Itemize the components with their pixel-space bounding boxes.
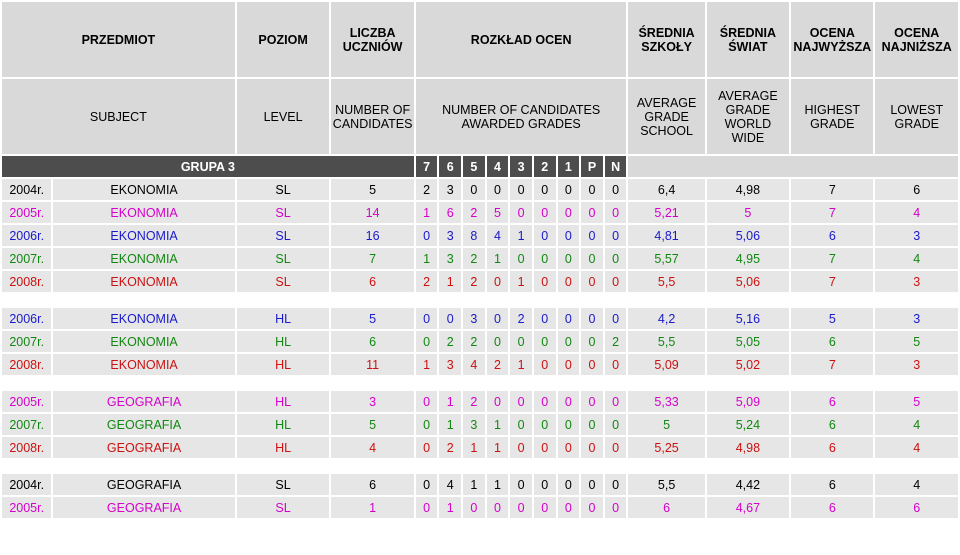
section-spacer xyxy=(2,460,958,472)
grade-count-cell: 0 xyxy=(487,391,509,412)
year-cell: 2007r. xyxy=(2,331,51,352)
level-cell: SL xyxy=(237,202,330,223)
subject-cell: EKONOMIA xyxy=(53,225,234,246)
grade-col-header: 2 xyxy=(534,156,556,177)
header-row-polish xyxy=(2,2,958,77)
avg-school-cell: 5,21 xyxy=(628,202,704,223)
grade-count-cell: 0 xyxy=(510,391,532,412)
grade-count-cell: 3 xyxy=(439,225,461,246)
subject-cell: EKONOMIA xyxy=(53,354,234,375)
year-cell: 2005r. xyxy=(2,391,51,412)
year-cell: 2004r. xyxy=(2,179,51,200)
grade-count-cell: 0 xyxy=(558,354,580,375)
num-candidates-cell: 1 xyxy=(331,497,413,518)
grade-count-cell: 0 xyxy=(605,271,627,292)
num-candidates-cell: 4 xyxy=(331,437,413,458)
table-row xyxy=(2,179,958,200)
lowest-grade-cell: 4 xyxy=(875,414,958,435)
grade-col-header: P xyxy=(581,156,603,177)
num-candidates-cell: 6 xyxy=(331,271,413,292)
subject-cell: EKONOMIA xyxy=(53,248,234,269)
avg-world-cell: 5,06 xyxy=(707,225,789,246)
grade-count-cell: 0 xyxy=(534,391,556,412)
grade-count-cell: 0 xyxy=(534,248,556,269)
header-num-candidates-en: NUMBER OF CANDIDATES xyxy=(331,79,413,154)
highest-grade-cell: 5 xyxy=(791,308,873,329)
grade-count-cell: 0 xyxy=(416,391,438,412)
lowest-grade-cell: 6 xyxy=(875,497,958,518)
subject-cell: EKONOMIA xyxy=(53,308,234,329)
grade-count-cell: 3 xyxy=(439,354,461,375)
highest-grade-cell: 6 xyxy=(791,225,873,246)
lowest-grade-cell: 4 xyxy=(875,202,958,223)
avg-school-cell: 6 xyxy=(628,497,704,518)
highest-grade-cell: 7 xyxy=(791,354,873,375)
level-cell: SL xyxy=(237,271,330,292)
grade-count-cell: 0 xyxy=(558,225,580,246)
header-avg-world-en: AVERAGE GRADE WORLD WIDE xyxy=(707,79,789,154)
grade-count-cell: 0 xyxy=(510,497,532,518)
grade-count-cell: 0 xyxy=(581,354,603,375)
avg-school-cell: 5,5 xyxy=(628,474,704,495)
lowest-grade-cell: 4 xyxy=(875,474,958,495)
grade-count-cell: 0 xyxy=(416,497,438,518)
grade-count-cell: 1 xyxy=(463,437,485,458)
highest-grade-cell: 7 xyxy=(791,271,873,292)
grade-count-cell: 2 xyxy=(439,331,461,352)
grade-count-cell: 0 xyxy=(581,414,603,435)
level-cell: SL xyxy=(237,179,330,200)
group-label: GRUPA 3 xyxy=(2,156,414,177)
grade-count-cell: 0 xyxy=(534,474,556,495)
avg-school-cell: 5,09 xyxy=(628,354,704,375)
highest-grade-cell: 6 xyxy=(791,497,873,518)
grade-count-cell: 2 xyxy=(439,437,461,458)
subject-cell: EKONOMIA xyxy=(53,179,234,200)
table-row xyxy=(2,271,958,292)
num-candidates-cell: 16 xyxy=(331,225,413,246)
grade-count-cell: 0 xyxy=(534,497,556,518)
grade-count-cell: 1 xyxy=(510,354,532,375)
grade-count-cell: 0 xyxy=(510,437,532,458)
grade-col-header: N xyxy=(605,156,627,177)
table-row xyxy=(2,308,958,329)
grade-count-cell: 0 xyxy=(416,414,438,435)
grade-count-cell: 1 xyxy=(416,202,438,223)
avg-world-cell: 5,09 xyxy=(707,391,789,412)
lowest-grade-cell: 3 xyxy=(875,271,958,292)
grade-count-cell: 1 xyxy=(487,248,509,269)
table-row xyxy=(2,248,958,269)
num-candidates-cell: 5 xyxy=(331,414,413,435)
avg-school-cell: 4,2 xyxy=(628,308,704,329)
grade-count-cell: 4 xyxy=(463,354,485,375)
subject-cell: GEOGRAFIA xyxy=(53,414,234,435)
lowest-grade-cell: 4 xyxy=(875,248,958,269)
grade-count-cell: 0 xyxy=(534,331,556,352)
lowest-grade-cell: 3 xyxy=(875,225,958,246)
grade-col-header: 3 xyxy=(510,156,532,177)
grade-count-cell: 0 xyxy=(581,437,603,458)
avg-world-cell: 5,16 xyxy=(707,308,789,329)
avg-world-cell: 4,42 xyxy=(707,474,789,495)
grade-count-cell: 0 xyxy=(581,474,603,495)
grade-count-cell: 0 xyxy=(605,497,627,518)
grade-count-cell: 0 xyxy=(487,308,509,329)
grade-count-cell: 0 xyxy=(581,179,603,200)
year-cell: 2006r. xyxy=(2,308,51,329)
grade-count-cell: 5 xyxy=(487,202,509,223)
grade-count-cell: 0 xyxy=(534,225,556,246)
level-cell: HL xyxy=(237,391,330,412)
avg-school-cell: 4,81 xyxy=(628,225,704,246)
grade-count-cell: 0 xyxy=(605,225,627,246)
grade-count-cell: 0 xyxy=(416,331,438,352)
grade-count-cell: 0 xyxy=(581,497,603,518)
section-spacer xyxy=(2,377,958,389)
level-cell: SL xyxy=(237,497,330,518)
grade-count-cell: 0 xyxy=(416,474,438,495)
grade-count-cell: 0 xyxy=(558,308,580,329)
highest-grade-cell: 7 xyxy=(791,179,873,200)
grade-count-cell: 0 xyxy=(558,248,580,269)
grade-count-cell: 2 xyxy=(463,391,485,412)
grade-count-cell: 0 xyxy=(487,331,509,352)
section-spacer xyxy=(2,294,958,306)
grade-count-cell: 3 xyxy=(463,308,485,329)
subject-cell: GEOGRAFIA xyxy=(53,437,234,458)
grade-count-cell: 2 xyxy=(463,202,485,223)
table-row xyxy=(2,391,958,412)
grade-count-cell: 0 xyxy=(581,248,603,269)
grade-count-cell: 1 xyxy=(439,271,461,292)
grade-count-cell: 0 xyxy=(605,248,627,269)
grade-count-cell: 4 xyxy=(439,474,461,495)
grade-count-cell: 2 xyxy=(416,179,438,200)
grade-count-cell: 0 xyxy=(534,308,556,329)
header-subject-pl: PRZEDMIOT xyxy=(2,2,235,77)
header-num-candidates-pl: LICZBA UCZNIÓW xyxy=(331,2,413,77)
grade-count-cell: 1 xyxy=(487,414,509,435)
num-candidates-cell: 3 xyxy=(331,391,413,412)
year-cell: 2008r. xyxy=(2,354,51,375)
subject-cell: EKONOMIA xyxy=(53,202,234,223)
grade-count-cell: 0 xyxy=(534,437,556,458)
grade-count-cell: 0 xyxy=(510,202,532,223)
lowest-grade-cell: 6 xyxy=(875,179,958,200)
grade-count-cell: 1 xyxy=(439,391,461,412)
header-lowest-en: LOWEST GRADE xyxy=(875,79,958,154)
grade-count-cell: 1 xyxy=(416,354,438,375)
spacer-cell xyxy=(2,460,958,472)
grade-count-cell: 0 xyxy=(463,179,485,200)
grade-count-cell: 6 xyxy=(439,202,461,223)
grade-count-cell: 0 xyxy=(510,474,532,495)
group-header-row xyxy=(2,156,958,177)
avg-world-cell: 4,95 xyxy=(707,248,789,269)
grade-count-cell: 0 xyxy=(416,437,438,458)
header-highest-pl: OCENA NAJWYŻSZA xyxy=(791,2,873,77)
grade-count-cell: 0 xyxy=(581,331,603,352)
grade-count-cell: 0 xyxy=(605,437,627,458)
subject-cell: EKONOMIA xyxy=(53,271,234,292)
subject-cell: GEOGRAFIA xyxy=(53,474,234,495)
level-cell: SL xyxy=(237,248,330,269)
grade-count-cell: 0 xyxy=(439,308,461,329)
grade-count-cell: 0 xyxy=(581,225,603,246)
grade-count-cell: 0 xyxy=(416,308,438,329)
avg-school-cell: 5,5 xyxy=(628,331,704,352)
grade-count-cell: 2 xyxy=(463,331,485,352)
table-row xyxy=(2,354,958,375)
grade-count-cell: 0 xyxy=(534,179,556,200)
spacer-cell xyxy=(2,294,958,306)
table-row xyxy=(2,414,958,435)
avg-school-cell: 5,5 xyxy=(628,271,704,292)
grade-count-cell: 0 xyxy=(487,271,509,292)
avg-world-cell: 4,98 xyxy=(707,179,789,200)
year-cell: 2005r. xyxy=(2,497,51,518)
avg-world-cell: 4,67 xyxy=(707,497,789,518)
grade-count-cell: 1 xyxy=(487,437,509,458)
grade-count-cell: 0 xyxy=(534,202,556,223)
table-row xyxy=(2,202,958,223)
grade-count-cell: 1 xyxy=(463,474,485,495)
grade-count-cell: 0 xyxy=(534,414,556,435)
lowest-grade-cell: 4 xyxy=(875,437,958,458)
grade-count-cell: 0 xyxy=(416,225,438,246)
grade-count-cell: 0 xyxy=(510,414,532,435)
grade-count-cell: 0 xyxy=(510,331,532,352)
grade-count-cell: 0 xyxy=(463,497,485,518)
year-cell: 2004r. xyxy=(2,474,51,495)
highest-grade-cell: 6 xyxy=(791,414,873,435)
header-lowest-pl: OCENA NAJNIŻSZA xyxy=(875,2,958,77)
grade-count-cell: 3 xyxy=(439,248,461,269)
highest-grade-cell: 7 xyxy=(791,248,873,269)
grade-count-cell: 0 xyxy=(558,497,580,518)
num-candidates-cell: 7 xyxy=(331,248,413,269)
grade-count-cell: 1 xyxy=(439,497,461,518)
grade-count-cell: 0 xyxy=(605,474,627,495)
grade-col-header: 5 xyxy=(463,156,485,177)
level-cell: SL xyxy=(237,225,330,246)
grade-count-cell: 0 xyxy=(534,354,556,375)
grade-count-cell: 0 xyxy=(605,308,627,329)
num-candidates-cell: 5 xyxy=(331,179,413,200)
level-cell: HL xyxy=(237,437,330,458)
year-cell: 2006r. xyxy=(2,225,51,246)
grade-count-cell: 0 xyxy=(558,437,580,458)
avg-world-cell: 5,06 xyxy=(707,271,789,292)
level-cell: SL xyxy=(237,474,330,495)
grade-col-header: 1 xyxy=(558,156,580,177)
grade-count-cell: 3 xyxy=(463,414,485,435)
avg-world-cell: 4,98 xyxy=(707,437,789,458)
grade-count-cell: 0 xyxy=(581,308,603,329)
num-candidates-cell: 14 xyxy=(331,202,413,223)
grade-count-cell: 1 xyxy=(416,248,438,269)
avg-school-cell: 5,25 xyxy=(628,437,704,458)
grade-count-cell: 0 xyxy=(558,414,580,435)
grade-count-cell: 0 xyxy=(558,202,580,223)
grade-count-cell: 2 xyxy=(463,271,485,292)
avg-world-cell: 5,02 xyxy=(707,354,789,375)
table-row xyxy=(2,331,958,352)
grade-count-cell: 0 xyxy=(581,391,603,412)
grade-count-cell: 8 xyxy=(463,225,485,246)
year-cell: 2007r. xyxy=(2,248,51,269)
grade-count-cell: 2 xyxy=(416,271,438,292)
table-row xyxy=(2,474,958,495)
grade-count-cell: 1 xyxy=(510,271,532,292)
grade-count-cell: 0 xyxy=(534,271,556,292)
header-avg-world-pl: ŚREDNIA ŚWIAT xyxy=(707,2,789,77)
grade-count-cell: 0 xyxy=(487,179,509,200)
highest-grade-cell: 7 xyxy=(791,202,873,223)
lowest-grade-cell: 5 xyxy=(875,331,958,352)
header-grades-distribution-pl: ROZKŁAD OCEN xyxy=(416,2,627,77)
subject-cell: GEOGRAFIA xyxy=(53,391,234,412)
grade-count-cell: 0 xyxy=(605,414,627,435)
num-candidates-cell: 6 xyxy=(331,474,413,495)
level-cell: HL xyxy=(237,308,330,329)
table-row xyxy=(2,225,958,246)
level-cell: HL xyxy=(237,331,330,352)
grade-count-cell: 0 xyxy=(581,271,603,292)
subject-cell: GEOGRAFIA xyxy=(53,497,234,518)
grade-count-cell: 0 xyxy=(558,474,580,495)
year-cell: 2008r. xyxy=(2,271,51,292)
table-row xyxy=(2,437,958,458)
grade-count-cell: 4 xyxy=(487,225,509,246)
avg-school-cell: 5,57 xyxy=(628,248,704,269)
lowest-grade-cell: 3 xyxy=(875,308,958,329)
highest-grade-cell: 6 xyxy=(791,437,873,458)
header-avg-school-en: AVERAGE GRADE SCHOOL xyxy=(628,79,704,154)
num-candidates-cell: 5 xyxy=(331,308,413,329)
avg-school-cell: 6,4 xyxy=(628,179,704,200)
avg-world-cell: 5,05 xyxy=(707,331,789,352)
grade-count-cell: 0 xyxy=(510,248,532,269)
grade-col-header: 6 xyxy=(439,156,461,177)
grade-count-cell: 2 xyxy=(463,248,485,269)
grade-count-cell: 3 xyxy=(439,179,461,200)
num-candidates-cell: 11 xyxy=(331,354,413,375)
group-header-filler xyxy=(628,156,958,177)
grade-count-cell: 0 xyxy=(605,354,627,375)
header-grades-distribution-en: NUMBER OF CANDIDATES AWARDED GRADES xyxy=(416,79,627,154)
avg-school-cell: 5,33 xyxy=(628,391,704,412)
grade-col-header: 7 xyxy=(416,156,438,177)
grade-col-header: 4 xyxy=(487,156,509,177)
level-cell: HL xyxy=(237,414,330,435)
lowest-grade-cell: 3 xyxy=(875,354,958,375)
year-cell: 2005r. xyxy=(2,202,51,223)
avg-school-cell: 5 xyxy=(628,414,704,435)
grade-count-cell: 0 xyxy=(605,179,627,200)
lowest-grade-cell: 5 xyxy=(875,391,958,412)
header-avg-school-pl: ŚREDNIA SZKOŁY xyxy=(628,2,704,77)
header-subject-en: SUBJECT xyxy=(2,79,235,154)
level-cell: HL xyxy=(237,354,330,375)
grade-count-cell: 0 xyxy=(510,179,532,200)
highest-grade-cell: 6 xyxy=(791,331,873,352)
grade-count-cell: 1 xyxy=(487,474,509,495)
header-highest-en: HIGHEST GRADE xyxy=(791,79,873,154)
avg-world-cell: 5,24 xyxy=(707,414,789,435)
year-cell: 2007r. xyxy=(2,414,51,435)
grade-count-cell: 1 xyxy=(510,225,532,246)
subject-cell: EKONOMIA xyxy=(53,331,234,352)
grade-count-cell: 0 xyxy=(558,271,580,292)
grade-count-cell: 0 xyxy=(558,391,580,412)
num-candidates-cell: 6 xyxy=(331,331,413,352)
highest-grade-cell: 6 xyxy=(791,391,873,412)
grade-count-cell: 0 xyxy=(605,391,627,412)
grade-count-cell: 0 xyxy=(581,202,603,223)
grade-count-cell: 2 xyxy=(605,331,627,352)
grade-count-cell: 2 xyxy=(510,308,532,329)
highest-grade-cell: 6 xyxy=(791,474,873,495)
header-level-pl: POZIOM xyxy=(237,2,330,77)
avg-world-cell: 5 xyxy=(707,202,789,223)
grade-count-cell: 2 xyxy=(487,354,509,375)
grade-count-cell: 0 xyxy=(605,202,627,223)
grade-count-cell: 1 xyxy=(439,414,461,435)
header-row-english xyxy=(2,79,958,154)
year-cell: 2008r. xyxy=(2,437,51,458)
header-level-en: LEVEL xyxy=(237,79,330,154)
grade-count-cell: 0 xyxy=(487,497,509,518)
grade-count-cell: 0 xyxy=(558,179,580,200)
table-row xyxy=(2,497,958,518)
grade-count-cell: 0 xyxy=(558,331,580,352)
spacer-cell xyxy=(2,377,958,389)
